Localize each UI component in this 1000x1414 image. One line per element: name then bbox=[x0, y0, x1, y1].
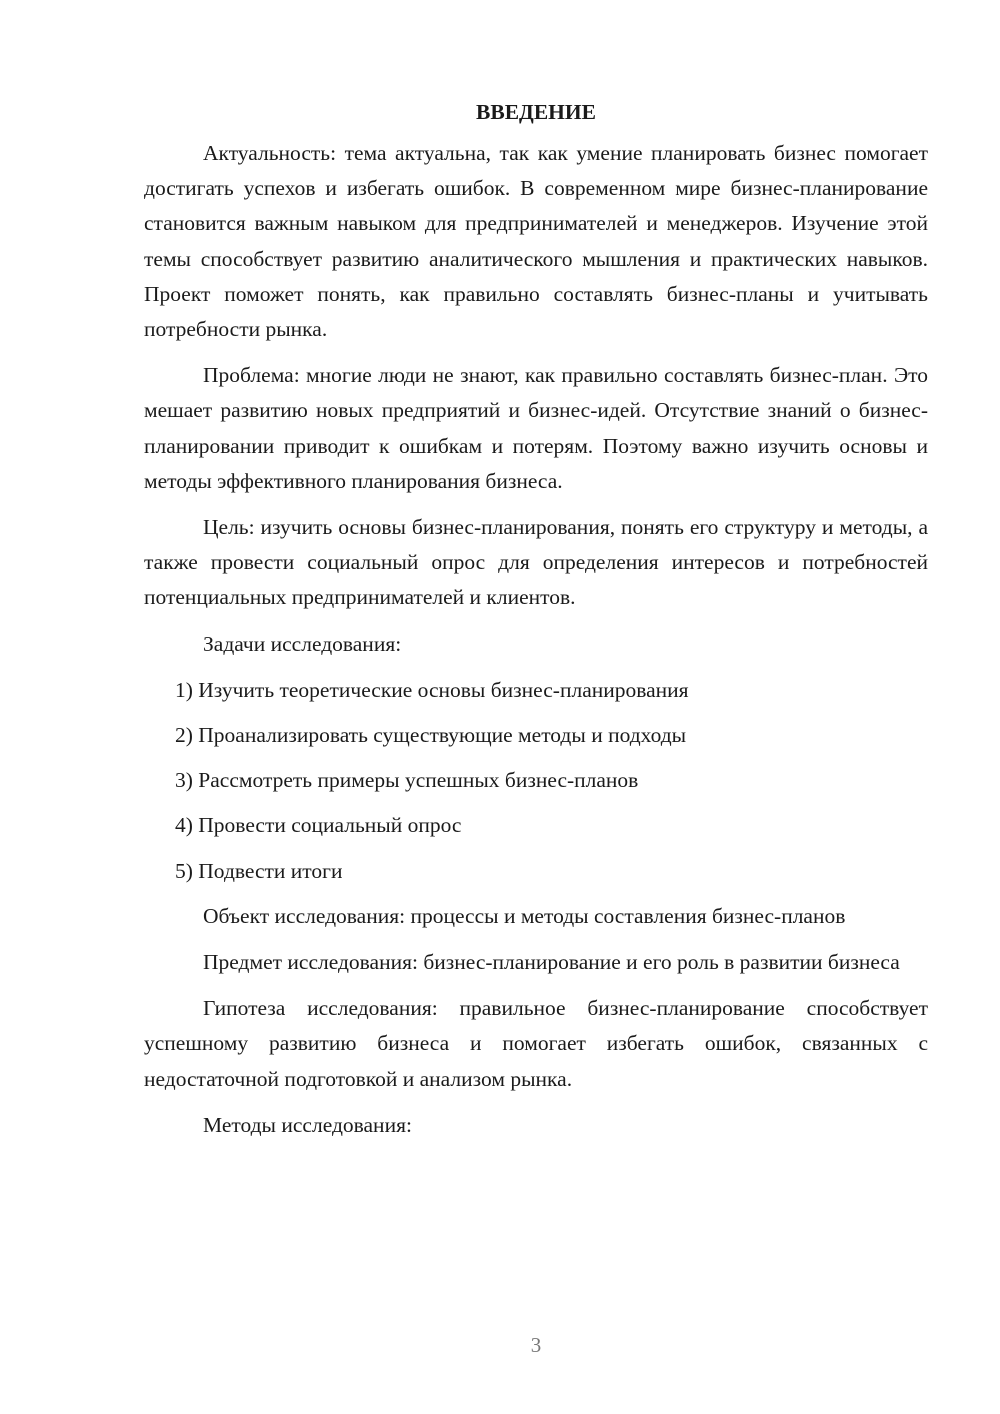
tasks-heading: Задачи исследования: bbox=[203, 631, 402, 656]
goal-paragraph: Цель: изучить основы бизнес-планирования, понять его структуру и методы, а также провести социальный опрос для определения интересов и потребностей потенциальных предпринимателей и клиентов. bbox=[144, 515, 928, 610]
subject-paragraph: Предмет исследования: бизнес-планирование и его роль в развитии бизнеса bbox=[203, 950, 900, 975]
object-paragraph: Объект исследования: процессы и методы составления бизнес-планов bbox=[203, 903, 846, 928]
page-title: ВВЕДЕНИЕ bbox=[476, 100, 596, 124]
hypothesis-paragraph: Гипотеза исследования: правильное бизнес-планирование способствует успешному развитию бизнеса и помогает избегать ошибок, связанных с недостаточной подготовкой и анализом рынка. bbox=[144, 996, 928, 1091]
task-item-4: 4) Провести социальный опрос bbox=[175, 813, 462, 838]
task-item-1: 1) Изучить теоретические основы бизнес-планирования bbox=[175, 677, 689, 702]
task-item-5: 5) Подвести итоги bbox=[175, 858, 343, 883]
task-item-2: 2) Проанализировать существующие методы и подходы bbox=[175, 723, 687, 748]
task-item-3: 3) Рассмотреть примеры успешных бизнес-планов bbox=[175, 768, 639, 793]
problem-paragraph: Проблема: многие люди не знают, как правильно составлять бизнес-план. Это мешает развитию новых предприятий и бизнес-идей. Отсутствие знаний о бизнес-планировании приводит к ошибкам и потерям. Поэтому важно изучить основы и методы эффективного планирования бизнеса. bbox=[144, 363, 928, 493]
page-content bbox=[144, 95, 928, 1154]
page-number: 3 bbox=[530, 1333, 542, 1357]
methods-heading: Методы исследования: bbox=[203, 1112, 412, 1137]
relevance-paragraph: Актуальность: тема актуальна, так как умение планировать бизнес помогает достигать успехов и избегать ошибок. В современном мире бизнес-планирование становится важным навыком для предпринимателей и менеджеров. Изучение этой темы способствует развитию аналитического мышления и практических навыков. Проект поможет понять, как правильно составлять бизнес-планы и учитывать потребности рынка. bbox=[144, 141, 928, 342]
